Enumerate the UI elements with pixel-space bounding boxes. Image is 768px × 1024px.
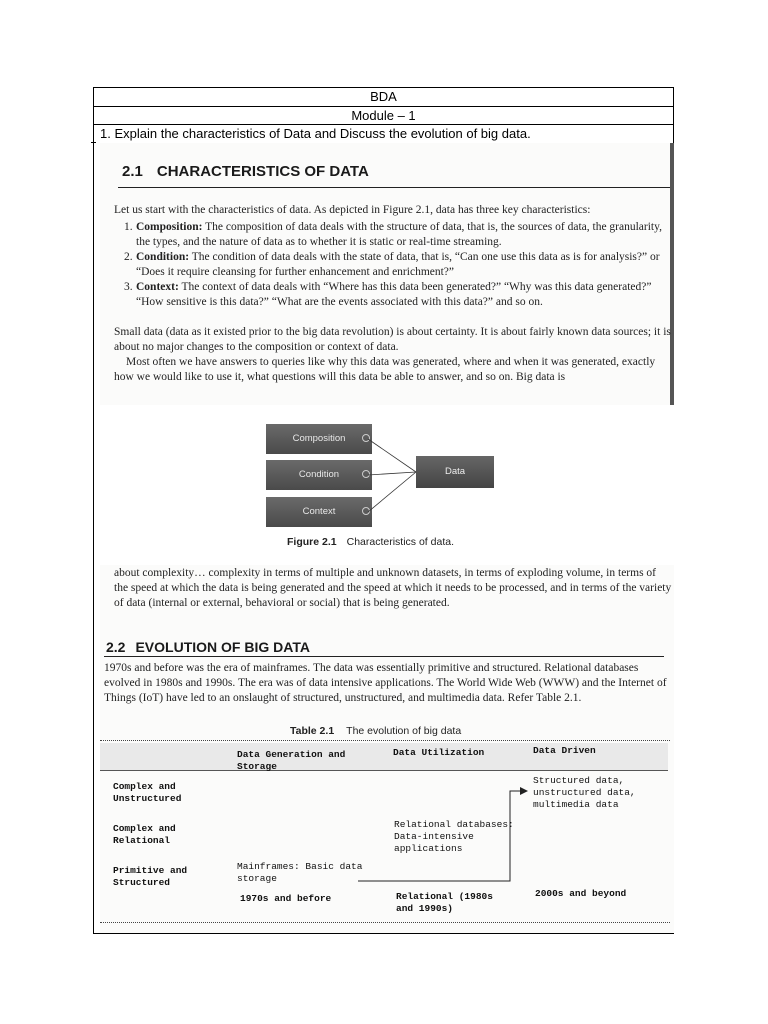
- section-number: 2.1: [122, 163, 143, 180]
- subject-title: BDA: [94, 88, 673, 107]
- complexity-paragraph: about complexity… complexity in terms of multiple and unknown datasets, in terms of exploding volume, in terms of the speed at which the data is being generated and the speed at which it needs to be processed, and in terms of the variety of data (internal or external, behavioral or social) that is being generated.: [114, 567, 672, 609]
- tag-hole-icon: [362, 434, 370, 442]
- figure-caption: Figure 2.1 Characteristics of data.: [287, 536, 454, 548]
- small-data-paragraph: Small data (data as it existed prior to the big data revolution) is about certainty. It is about fairly known data sources; it is about no major changes to the composition or context of data.: [114, 326, 671, 353]
- header-driven: Data Driven: [533, 745, 596, 756]
- header-generation: Data Generation and Storage: [237, 749, 346, 772]
- scanned-textbook-page: [100, 143, 674, 933]
- module-title: Module – 1: [94, 107, 673, 125]
- list-item-context: 3. Context: The context of data deals with “Where has this data been generated?” “Why was this data generated?” “How sensitive is this data?” “What are the events associated with this data?” and so on.: [124, 281, 652, 308]
- era-relational: Relational (1980s and 1990s): [396, 891, 493, 914]
- big-data-paragraph: Most often we have answers to queries like why this data was generated, where and when it was generated, exactly how we would like to use it, what questions will this data be able to answer, and so on. Big data is: [114, 356, 656, 383]
- section-2-2-heading: 2.2 EVOLUTION OF BIG DATA: [106, 639, 310, 655]
- section-title: CHARACTERISTICS OF DATA: [156, 163, 369, 180]
- era-1970s: 1970s and before: [240, 893, 332, 904]
- row-primitive-structured: Primitive and Structured: [113, 865, 188, 888]
- composition-tag: Composition: [266, 424, 372, 454]
- row-complex-unstructured: Complex and Unstructured: [113, 781, 182, 804]
- header-utilization: Data Utilization: [393, 747, 485, 758]
- tag-hole-icon: [362, 470, 370, 478]
- table-bottom-rule: [100, 922, 670, 923]
- condition-tag: Condition: [266, 460, 372, 490]
- cell-data-utilization: Relational databases: Data-intensive applications: [394, 819, 514, 854]
- heading-rule: [118, 187, 670, 188]
- evolution-paragraph: 1970s and before was the era of mainframes. The data was essentially primitive and structured. Relational databases evolved in 1980s and 1990s. The era was of data intensive applications. The World Wide Web (WWW) and the Internet of Things (IoT) have led to an onslaught of structured, unstructured, and multimedia data. Refer Table 2.1.: [104, 662, 667, 704]
- question-text: 1. Explain the characteristics of Data and Discuss the evolution of big data.: [100, 126, 531, 141]
- era-2000s: 2000s and beyond: [535, 888, 627, 899]
- context-tag: Context: [266, 497, 372, 527]
- table-top-rule: [100, 740, 670, 741]
- margin-tick: [91, 142, 96, 143]
- cell-data-driven: Structured data, unstructured data, multimedia data: [533, 775, 636, 810]
- section-2-1-heading: [122, 163, 369, 180]
- list-item-composition: 1. Composition: The composition of data deals with the structure of data, that is, the sources of data, the granularity, the types, and the nature of data as to whether it is static or real-time streaming.: [124, 221, 663, 248]
- data-box: Data: [416, 456, 494, 488]
- intro-paragraph: Let us start with the characteristics of data. As depicted in Figure 2.1, data has three key characteristics:: [114, 204, 591, 216]
- table-header-rule: [100, 770, 668, 771]
- row-complex-relational: Complex and Relational: [113, 823, 176, 846]
- cell-data-generation: Mainframes: Basic data storage: [237, 861, 363, 884]
- tag-hole-icon: [362, 507, 370, 515]
- table-caption: Table 2.1 The evolution of big data: [290, 725, 462, 737]
- heading-rule: [104, 656, 664, 657]
- list-item-condition: 2. Condition: The condition of data deals with the state of data, that is, “Can one use this data as is for analysis?” or “Does it require cleansing for further enhancement and enrichment?”: [124, 251, 660, 278]
- arrow-head-icon: [520, 787, 528, 795]
